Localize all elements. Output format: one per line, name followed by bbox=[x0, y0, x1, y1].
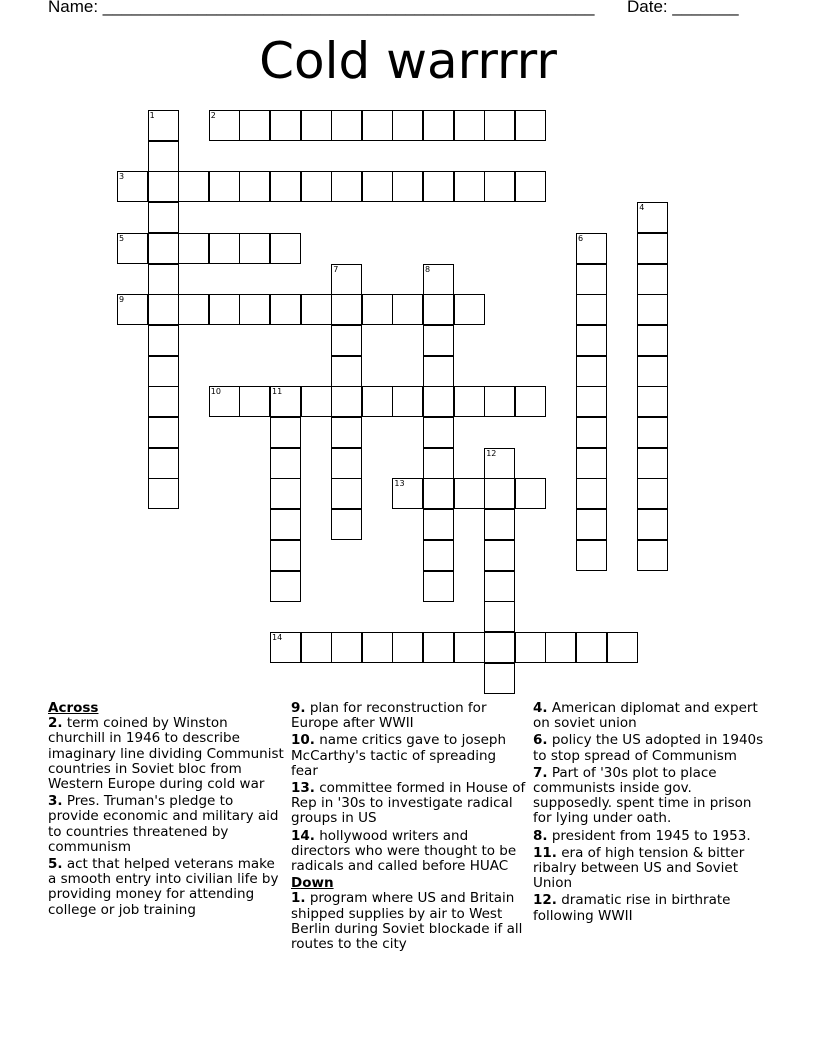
grid-cell[interactable] bbox=[270, 540, 301, 571]
grid-cell[interactable] bbox=[117, 171, 148, 202]
grid-cell[interactable] bbox=[331, 386, 362, 417]
grid-cell[interactable] bbox=[637, 417, 668, 448]
grid-cell[interactable] bbox=[148, 233, 179, 264]
grid-cell[interactable] bbox=[148, 202, 179, 233]
grid-cell[interactable] bbox=[454, 171, 485, 202]
across-heading: Across bbox=[48, 700, 99, 716]
grid-cell[interactable] bbox=[545, 632, 576, 663]
grid-cell[interactable] bbox=[484, 540, 515, 571]
grid-cell[interactable] bbox=[423, 264, 454, 295]
down-heading: Down bbox=[291, 875, 334, 892]
grid-cell[interactable] bbox=[331, 478, 362, 509]
grid-cell[interactable] bbox=[484, 110, 515, 141]
grid-cell[interactable] bbox=[515, 386, 546, 417]
grid-cell[interactable] bbox=[637, 294, 668, 325]
clue-number-label: 7 bbox=[333, 264, 339, 274]
grid-cell[interactable] bbox=[484, 632, 515, 663]
grid-cell[interactable] bbox=[239, 233, 270, 264]
clue-down-11: 11. era of high tension & bitter ribalry between US and Soviet Union bbox=[533, 844, 745, 892]
grid-cell[interactable] bbox=[239, 171, 270, 202]
grid-cell[interactable] bbox=[301, 632, 332, 663]
grid-cell[interactable] bbox=[423, 448, 454, 479]
clue-across-14: 14. hollywood writers and directors who were thought to be radicals and called before HUAC bbox=[291, 827, 517, 875]
grid-cell[interactable] bbox=[637, 325, 668, 356]
grid-cell[interactable] bbox=[301, 110, 332, 141]
clue-down-1: 1. program where US and Britain shipped supplies by air to West Berlin during Soviet blockade if all routes to the city bbox=[291, 890, 523, 953]
grid-cell[interactable] bbox=[637, 386, 668, 417]
clue-down-7: 7. Part of '30s plot to place communists inside gov. supposedly. spent time in prison for lying under oath. bbox=[533, 764, 752, 827]
grid-cell[interactable] bbox=[270, 294, 301, 325]
grid-cell[interactable] bbox=[607, 632, 638, 663]
grid-cell[interactable] bbox=[148, 386, 179, 417]
grid-cell[interactable] bbox=[209, 386, 240, 417]
grid-cell[interactable] bbox=[270, 417, 301, 448]
grid-cell[interactable] bbox=[270, 632, 301, 663]
grid-cell[interactable] bbox=[148, 141, 179, 172]
grid-cell[interactable] bbox=[270, 233, 301, 264]
grid-cell[interactable] bbox=[576, 325, 607, 356]
clue-across-9: 9. plan for reconstruction for Europe after WWII bbox=[291, 700, 487, 732]
grid-cell[interactable] bbox=[423, 478, 454, 509]
grid-cell[interactable] bbox=[331, 356, 362, 387]
grid-cell[interactable] bbox=[515, 171, 546, 202]
grid-cell[interactable] bbox=[331, 509, 362, 540]
grid-cell[interactable] bbox=[362, 294, 393, 325]
clue-number-label: 4 bbox=[639, 203, 645, 213]
grid-cell[interactable] bbox=[484, 171, 515, 202]
grid-cell[interactable] bbox=[331, 417, 362, 448]
grid-cell[interactable] bbox=[423, 171, 454, 202]
clue-across-2: 2. term coined by Winston churchill in 1946 to describe imaginary line dividing Communist countries in Soviet bloc from Western Europe during cold war bbox=[48, 715, 284, 793]
grid-cell[interactable] bbox=[637, 356, 668, 387]
grid-cell[interactable] bbox=[637, 509, 668, 540]
grid-cell[interactable] bbox=[576, 264, 607, 295]
grid-cell[interactable] bbox=[362, 171, 393, 202]
grid-cell[interactable] bbox=[270, 509, 301, 540]
grid-cell[interactable] bbox=[576, 233, 607, 264]
clues-column-3 bbox=[533, 701, 769, 926]
clue-down-8: 8. president from 1945 to 1953. bbox=[533, 827, 751, 844]
grid-cell[interactable] bbox=[239, 294, 270, 325]
grid-cell[interactable] bbox=[637, 540, 668, 571]
grid-cell[interactable] bbox=[576, 356, 607, 387]
clue-down-6: 6. policy the US adopted in 1940s to stop spread of Communism bbox=[533, 732, 764, 764]
grid-cell[interactable] bbox=[484, 509, 515, 540]
grid-cell[interactable] bbox=[423, 325, 454, 356]
clue-number-label: 3 bbox=[119, 172, 125, 182]
grid-cell[interactable] bbox=[484, 478, 515, 509]
grid-cell[interactable] bbox=[392, 294, 423, 325]
grid-cell[interactable] bbox=[148, 356, 179, 387]
grid-cell[interactable] bbox=[148, 110, 179, 141]
grid-cell[interactable] bbox=[484, 448, 515, 479]
grid-cell[interactable] bbox=[637, 233, 668, 264]
grid-cell[interactable] bbox=[270, 478, 301, 509]
grid-cell[interactable] bbox=[148, 478, 179, 509]
grid-cell[interactable] bbox=[209, 294, 240, 325]
grid-cell[interactable] bbox=[362, 386, 393, 417]
grid-cell[interactable] bbox=[484, 663, 515, 694]
grid-cell[interactable] bbox=[392, 478, 423, 509]
grid-cell[interactable] bbox=[270, 110, 301, 141]
grid-cell[interactable] bbox=[209, 110, 240, 141]
clue-number-label: 12 bbox=[486, 448, 497, 458]
clue-across-5: 5. act that helped veterans make a smooth entry into civilian life by providing money for attending college or job training bbox=[48, 856, 279, 918]
grid-cell[interactable] bbox=[637, 202, 668, 233]
clue-number-label: 9 bbox=[119, 295, 125, 305]
grid-cell[interactable] bbox=[148, 171, 179, 202]
grid-cell[interactable] bbox=[423, 386, 454, 417]
grid-cell[interactable] bbox=[270, 571, 301, 602]
grid-cell[interactable] bbox=[423, 632, 454, 663]
grid-cell[interactable] bbox=[576, 632, 607, 663]
grid-cell[interactable] bbox=[423, 571, 454, 602]
grid-cell[interactable] bbox=[423, 110, 454, 141]
grid-cell[interactable] bbox=[576, 540, 607, 571]
grid-cell[interactable] bbox=[484, 386, 515, 417]
grid-cell[interactable] bbox=[576, 448, 607, 479]
grid-cell[interactable] bbox=[362, 110, 393, 141]
grid-cell[interactable] bbox=[454, 478, 485, 509]
date-field[interactable]: Date: _______ bbox=[627, 0, 739, 16]
clue-number-label: 11 bbox=[272, 387, 283, 397]
grid-cell[interactable] bbox=[423, 356, 454, 387]
grid-cell[interactable] bbox=[515, 478, 546, 509]
grid-cell[interactable] bbox=[331, 171, 362, 202]
grid-cell[interactable] bbox=[209, 233, 240, 264]
grid-cell[interactable] bbox=[331, 294, 362, 325]
grid-cell[interactable] bbox=[423, 417, 454, 448]
grid-cell[interactable] bbox=[301, 386, 332, 417]
grid-cell[interactable] bbox=[515, 632, 546, 663]
clue-number-label: 2 bbox=[210, 111, 216, 120]
clue-number-label: 5 bbox=[119, 233, 125, 243]
grid-cell[interactable] bbox=[148, 264, 179, 295]
grid-cell[interactable] bbox=[331, 325, 362, 356]
grid-cell[interactable] bbox=[178, 233, 209, 264]
grid-cell[interactable] bbox=[117, 294, 148, 325]
clue-number-label: 6 bbox=[578, 233, 584, 243]
grid-cell[interactable] bbox=[270, 448, 301, 479]
grid-cell[interactable] bbox=[301, 294, 332, 325]
grid-cell[interactable] bbox=[331, 110, 362, 141]
grid-cell[interactable] bbox=[239, 386, 270, 417]
grid-cell[interactable] bbox=[209, 171, 240, 202]
grid-cell[interactable] bbox=[454, 386, 485, 417]
clues-column-2 bbox=[291, 701, 527, 954]
clue-across-13: 13. committee formed in House of Rep in '30s to investigate radical groups in US bbox=[291, 780, 526, 827]
clues-column-1 bbox=[48, 701, 284, 920]
grid-cell[interactable] bbox=[637, 478, 668, 509]
grid-cell[interactable] bbox=[515, 110, 546, 141]
clue-number-label: 8 bbox=[425, 264, 431, 274]
grid-cell[interactable] bbox=[576, 417, 607, 448]
clue-number-label: 13 bbox=[394, 479, 405, 489]
grid-cell[interactable] bbox=[392, 632, 423, 663]
grid-cell[interactable] bbox=[148, 294, 179, 325]
grid-cell[interactable] bbox=[576, 478, 607, 509]
grid-cell[interactable] bbox=[178, 294, 209, 325]
grid-cell[interactable] bbox=[484, 571, 515, 602]
grid-cell[interactable] bbox=[637, 448, 668, 479]
grid-cell[interactable] bbox=[148, 417, 179, 448]
grid-cell[interactable] bbox=[392, 386, 423, 417]
grid-cell[interactable] bbox=[484, 601, 515, 632]
grid-cell[interactable] bbox=[637, 264, 668, 295]
grid-cell[interactable] bbox=[392, 110, 423, 141]
grid-cell[interactable] bbox=[331, 448, 362, 479]
clue-down-12: 12. dramatic rise in birthrate following WWII bbox=[533, 892, 731, 924]
grid-cell[interactable] bbox=[576, 294, 607, 325]
grid-cell[interactable] bbox=[362, 632, 393, 663]
clue-down-4: 4. American diplomat and expert on soviet union bbox=[533, 700, 758, 732]
grid-cell[interactable] bbox=[454, 632, 485, 663]
clue-number-label: 14 bbox=[272, 632, 283, 642]
grid-cell[interactable] bbox=[576, 386, 607, 417]
grid-cell[interactable] bbox=[148, 325, 179, 356]
clue-number-label: 10 bbox=[210, 387, 221, 397]
grid-cell[interactable] bbox=[423, 294, 454, 325]
grid-cell[interactable] bbox=[392, 171, 423, 202]
grid-cell[interactable] bbox=[454, 294, 485, 325]
grid-cell[interactable] bbox=[270, 386, 301, 417]
clue-across-3: 3. Pres. Truman's pledge to provide economic and military aid to countries threatened by communism bbox=[48, 793, 279, 855]
grid-cell[interactable] bbox=[301, 171, 332, 202]
grid-cell[interactable] bbox=[331, 632, 362, 663]
grid-cell[interactable] bbox=[423, 509, 454, 540]
name-field[interactable]: Name: ____________________________________________________ bbox=[48, 0, 595, 16]
clue-across-10: 10. name critics gave to joseph McCarthy's tactic of spreading fear bbox=[291, 732, 507, 779]
grid-cell[interactable] bbox=[423, 540, 454, 571]
grid-cell[interactable] bbox=[331, 264, 362, 295]
grid-cell[interactable] bbox=[239, 110, 270, 141]
grid-cell[interactable] bbox=[454, 110, 485, 141]
grid-cell[interactable] bbox=[178, 171, 209, 202]
grid-cell[interactable] bbox=[576, 509, 607, 540]
grid-cell[interactable] bbox=[270, 171, 301, 202]
puzzle-title: Cold warrrrr bbox=[259, 32, 557, 90]
grid-cell[interactable] bbox=[117, 233, 148, 264]
clue-number-label: 1 bbox=[149, 111, 155, 120]
grid-cell[interactable] bbox=[148, 448, 179, 479]
